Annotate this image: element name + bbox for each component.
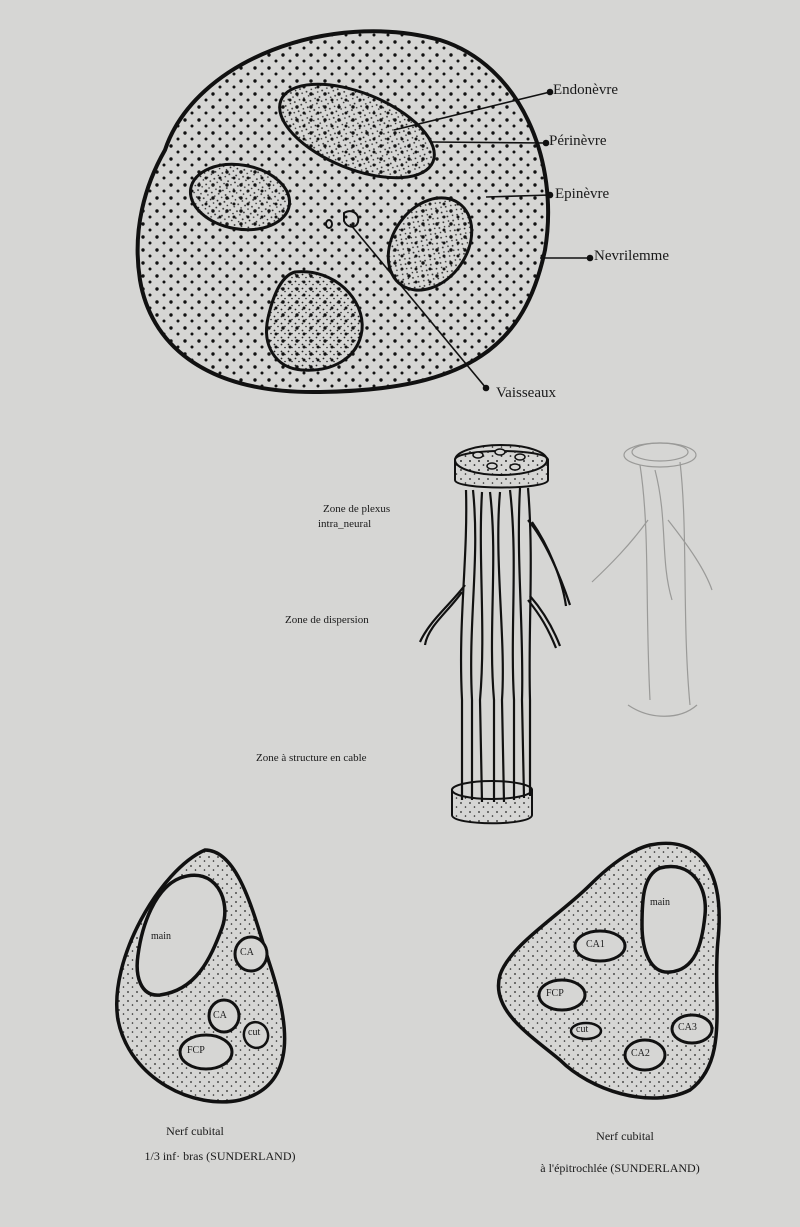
label-dispersion: Zone de dispersion	[285, 614, 369, 626]
caption-right-line1: Nerf cubital	[596, 1129, 654, 1143]
leader-dot	[548, 90, 553, 95]
label-cut-right: cut	[576, 1024, 589, 1035]
trunk-strands	[461, 488, 531, 802]
pencil-sketch	[592, 443, 712, 716]
leader-dot	[484, 386, 489, 391]
leader-perinevre	[432, 142, 546, 143]
label-endonevre: Endonèvre	[553, 82, 618, 98]
label-fcp-right: FCP	[546, 988, 564, 999]
trunk-base-top	[452, 781, 532, 799]
section-left	[117, 850, 285, 1102]
caption-left-line2: 1/3 inf· bras (SUNDERLAND)	[144, 1149, 296, 1163]
label-nevrilemme: Nevrilemme	[594, 248, 669, 264]
label-plexus-line2: intra_neural	[318, 518, 372, 530]
caption-right-line2: à l'épitrochlée (SUNDERLAND)	[540, 1161, 700, 1175]
leader-dot	[544, 141, 549, 146]
fascicle-main-right	[642, 866, 705, 972]
label-cable: Zone à structure en cable	[256, 752, 367, 764]
label-epinevre: Epinèvre	[555, 186, 610, 202]
label-cut-left: cut	[248, 1027, 261, 1038]
label-vaisseaux: Vaisseaux	[496, 385, 556, 401]
label-main-left: main	[151, 931, 171, 942]
label-ca1: CA1	[586, 939, 605, 950]
label-fcp-left: FCP	[187, 1045, 205, 1056]
label-ca2: CA2	[631, 1048, 650, 1059]
label-plexus-line1: Zone de plexus	[323, 503, 391, 515]
label-ca-lower: CA	[213, 1010, 227, 1021]
leader-dot	[588, 256, 593, 261]
nerve-trunk	[420, 445, 570, 823]
label-perinevre: Périnèvre	[549, 133, 607, 149]
label-main-right: main	[650, 897, 670, 908]
label-ca3: CA3	[678, 1022, 697, 1033]
caption-left-line1: Nerf cubital	[166, 1124, 224, 1138]
label-ca-upper: CA	[240, 947, 254, 958]
section-right	[498, 843, 719, 1098]
nerve-cross-section	[138, 31, 593, 392]
leader-dot	[548, 193, 553, 198]
trunk-branches	[420, 520, 570, 648]
